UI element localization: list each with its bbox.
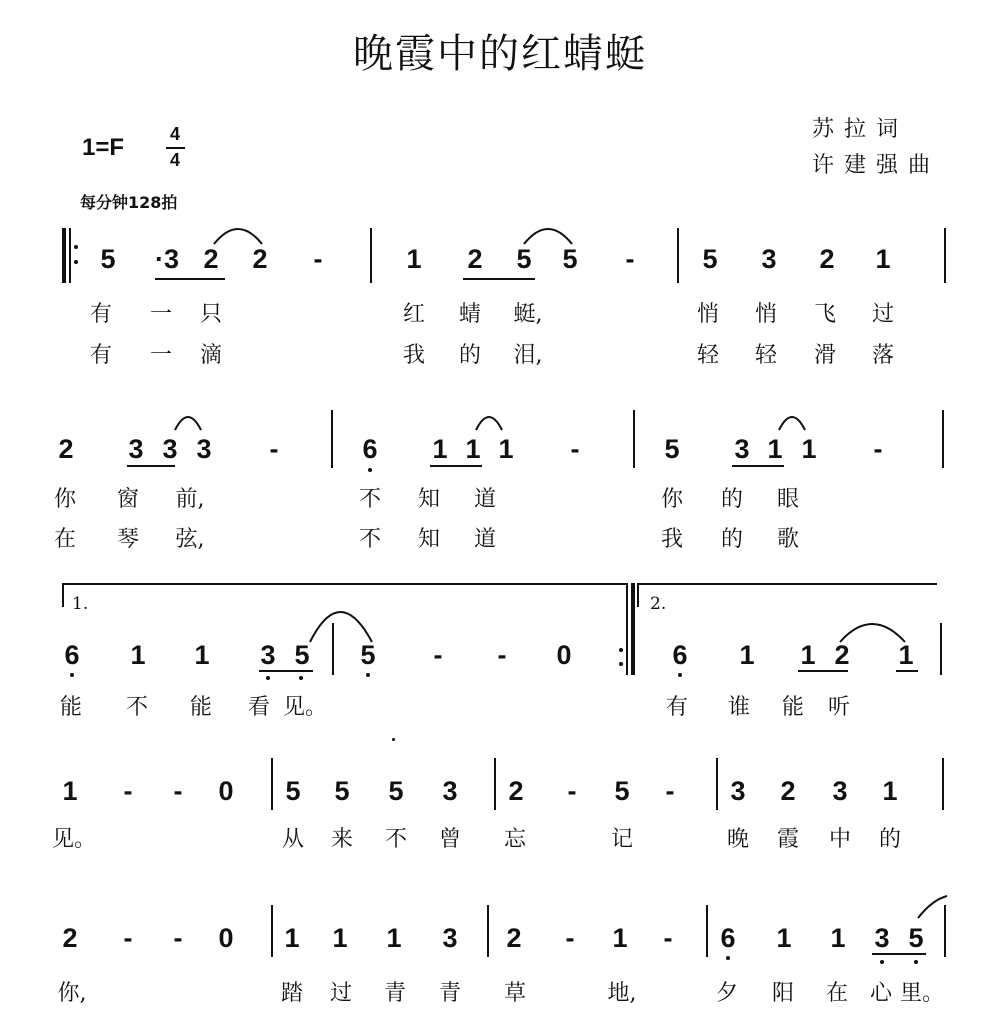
volta-2-bracket-side	[637, 583, 639, 607]
volta-1-label: 1.	[72, 594, 89, 614]
note: 5	[100, 244, 116, 274]
lyric: 过	[329, 981, 352, 1006]
note: 1	[739, 640, 755, 670]
lyric: 中	[828, 827, 851, 852]
lyric: 不	[384, 827, 407, 852]
note: 3	[442, 923, 458, 953]
barline	[942, 758, 944, 810]
lyric: 泪,	[513, 343, 543, 368]
lyric: 曾	[438, 827, 461, 852]
note: 5	[908, 923, 924, 953]
barline	[487, 905, 489, 957]
lyric: 来	[330, 827, 353, 852]
barline	[944, 905, 946, 957]
lyric: 歌	[776, 527, 799, 552]
note: 1	[465, 434, 481, 464]
note: 3	[196, 434, 212, 464]
note: 2	[62, 923, 78, 953]
lyric: 青	[438, 981, 461, 1006]
underline-beam	[798, 670, 848, 672]
lyric: 轻	[696, 343, 719, 368]
composer-credit: 许建强曲	[812, 153, 941, 178]
note: 3	[730, 776, 746, 806]
note: 2	[467, 244, 483, 274]
page-title: 晚霞中的红蜻蜓	[353, 31, 647, 77]
lyric: 琴	[116, 527, 139, 552]
lyric: 心	[869, 981, 892, 1006]
slur	[175, 417, 201, 430]
lyric: 你	[660, 487, 683, 512]
lyric: 一	[149, 302, 172, 327]
lyric: 在	[53, 527, 76, 552]
note: 3	[442, 776, 458, 806]
note: 5	[516, 244, 532, 274]
barline	[271, 758, 273, 810]
note: 1	[612, 923, 628, 953]
key-signature: 1=F	[82, 134, 125, 161]
note: 1	[767, 434, 783, 464]
lyric: 过	[871, 302, 894, 327]
lyric: 地,	[607, 981, 637, 1006]
lower-octave-dot	[726, 956, 730, 960]
note: -	[665, 776, 675, 806]
lyric: 轻	[754, 343, 777, 368]
lyric: 夕	[715, 981, 738, 1006]
lyric: 滑	[813, 343, 836, 368]
lyric: 你	[53, 487, 76, 512]
volta-2-label: 2.	[650, 594, 667, 614]
note: 1	[406, 244, 422, 274]
lyric: 飞	[813, 302, 836, 327]
lyric: 知	[417, 487, 440, 512]
note: 2	[58, 434, 74, 464]
lyric: 从	[281, 827, 304, 852]
lower-octave-dot	[266, 676, 270, 680]
note: 1	[62, 776, 78, 806]
lyric: 蜓,	[513, 302, 543, 327]
repeat-end-thick-bar	[631, 583, 635, 675]
underline-beam	[896, 670, 918, 672]
lyric: 有	[665, 695, 688, 720]
lyric: 听	[827, 695, 850, 720]
lyric: 草	[503, 981, 526, 1006]
lyric: 有	[89, 302, 112, 327]
note: 1	[498, 434, 514, 464]
slur	[310, 612, 372, 642]
lyric: 青	[383, 981, 406, 1006]
note: -	[663, 923, 673, 953]
note: 5	[334, 776, 350, 806]
lyric: 的	[458, 343, 481, 368]
note: -	[565, 923, 575, 953]
slur	[918, 896, 947, 918]
lyric: 窗	[116, 487, 139, 512]
lyric: 落	[871, 343, 894, 368]
lyric: 阳	[771, 981, 794, 1006]
note: -	[123, 923, 133, 953]
underline-beam	[430, 465, 482, 467]
repeat-dot	[619, 648, 623, 652]
note: 1	[432, 434, 448, 464]
note: -	[433, 640, 443, 670]
lyric: 滴	[199, 343, 222, 368]
lyric: 红	[402, 302, 425, 327]
lyric: 的	[878, 827, 901, 852]
barline	[716, 758, 718, 810]
underline-beam	[872, 953, 926, 955]
note: 2	[834, 640, 850, 670]
lyric: 不	[358, 527, 381, 552]
lyric: 知	[417, 527, 440, 552]
note: 1	[332, 923, 348, 953]
lower-octave-dot	[914, 960, 918, 964]
lyric: 忘	[503, 827, 526, 852]
note: 3	[832, 776, 848, 806]
note: 3	[761, 244, 777, 274]
lyric: 有	[89, 343, 112, 368]
note: 5	[702, 244, 718, 274]
lyric: 悄	[696, 302, 719, 327]
note: -	[269, 434, 279, 464]
lyric: 道	[473, 487, 496, 512]
slur	[214, 229, 262, 244]
time-signature-bottom: 4	[169, 150, 180, 170]
note: 1	[284, 923, 300, 953]
note: 2	[252, 244, 268, 274]
note: 1	[130, 640, 146, 670]
lyric: 一	[149, 343, 172, 368]
stray-dot	[392, 738, 395, 741]
note: 2	[203, 244, 219, 274]
note: 3	[162, 434, 178, 464]
note: -	[570, 434, 580, 464]
note: 6	[720, 923, 736, 953]
lyric: 不	[358, 487, 381, 512]
tempo-marking: 每分钟128拍	[80, 193, 178, 212]
lower-octave-dot	[70, 673, 74, 677]
note: 2	[780, 776, 796, 806]
barline	[633, 410, 635, 468]
note: -	[123, 776, 133, 806]
note: 0	[218, 776, 234, 806]
lower-octave-dot	[299, 676, 303, 680]
time-signature-top: 4	[169, 124, 180, 144]
note: ·3	[154, 244, 179, 274]
lyric: 弦,	[175, 527, 205, 552]
lyric: 我	[402, 343, 425, 368]
note: -	[173, 923, 183, 953]
lyric: 见。	[282, 695, 327, 720]
lyric: 能	[781, 695, 804, 720]
lyric: 晚	[726, 827, 749, 852]
lyric: 见。	[52, 827, 97, 852]
note: 2	[819, 244, 835, 274]
note: 1	[898, 640, 914, 670]
note: 5	[388, 776, 404, 806]
lyric: 蜻	[458, 302, 481, 327]
note: 2	[508, 776, 524, 806]
note: 5	[664, 434, 680, 464]
note: -	[567, 776, 577, 806]
repeat-end-thin-bar	[626, 583, 628, 675]
lyric: 看	[247, 695, 270, 720]
barline	[331, 410, 333, 468]
note: 5	[614, 776, 630, 806]
volta-1-bracket	[62, 583, 627, 585]
lyric: 你,	[57, 981, 87, 1006]
lyric: 道	[473, 527, 496, 552]
note: 1	[801, 434, 817, 464]
lyric: 前,	[175, 487, 205, 512]
lyricist-credit: 苏拉词	[812, 117, 909, 142]
note: 5	[294, 640, 310, 670]
barline	[332, 623, 334, 675]
note: 1	[830, 923, 846, 953]
lower-octave-dot	[880, 960, 884, 964]
lyric: 踏	[280, 981, 303, 1006]
note: 3	[734, 434, 750, 464]
volta-1-bracket-side	[62, 583, 64, 607]
barline	[706, 905, 708, 957]
note: 5	[562, 244, 578, 274]
lyric: 能	[59, 695, 82, 720]
lyric: 我	[660, 527, 683, 552]
slur	[524, 229, 572, 244]
underline-beam	[732, 465, 784, 467]
lyric: 悄	[754, 302, 777, 327]
lower-octave-dot	[678, 673, 682, 677]
volta-2-bracket	[637, 583, 937, 585]
slur	[476, 417, 502, 430]
lyric: 不	[125, 695, 148, 720]
barline	[494, 758, 496, 810]
note: 6	[64, 640, 80, 670]
note: 2	[506, 923, 522, 953]
lyric: 霞	[776, 827, 799, 852]
note: 3	[260, 640, 276, 670]
note: 0	[218, 923, 234, 953]
note: 3	[874, 923, 890, 953]
note: 1	[800, 640, 816, 670]
note: 1	[386, 923, 402, 953]
lyric: 里。	[900, 981, 945, 1006]
note: -	[313, 244, 323, 274]
note: 0	[556, 640, 572, 670]
lyric: 在	[825, 981, 848, 1006]
note: -	[625, 244, 635, 274]
note: -	[497, 640, 507, 670]
lower-octave-dot	[368, 468, 372, 472]
note: 1	[875, 244, 891, 274]
note: 1	[776, 923, 792, 953]
note: 6	[672, 640, 688, 670]
note: 3	[128, 434, 144, 464]
slur	[779, 417, 805, 430]
note: 5	[360, 640, 376, 670]
barline	[942, 410, 944, 468]
lyric: 的	[720, 487, 743, 512]
lyric: 谁	[727, 695, 750, 720]
note: 6	[362, 434, 378, 464]
lyric: 只	[199, 302, 222, 327]
barline	[940, 623, 942, 675]
lyric: 记	[610, 827, 633, 852]
note: 1	[882, 776, 898, 806]
lower-octave-dot	[366, 673, 370, 677]
note: 5	[285, 776, 301, 806]
note: 1	[194, 640, 210, 670]
note: -	[873, 434, 883, 464]
lyric: 眼	[776, 487, 799, 512]
underline-beam	[127, 465, 175, 467]
repeat-dot	[619, 662, 623, 666]
barline	[271, 905, 273, 957]
note: -	[173, 776, 183, 806]
underline-beam	[259, 670, 313, 672]
lyric: 能	[189, 695, 212, 720]
lyric: 的	[720, 527, 743, 552]
